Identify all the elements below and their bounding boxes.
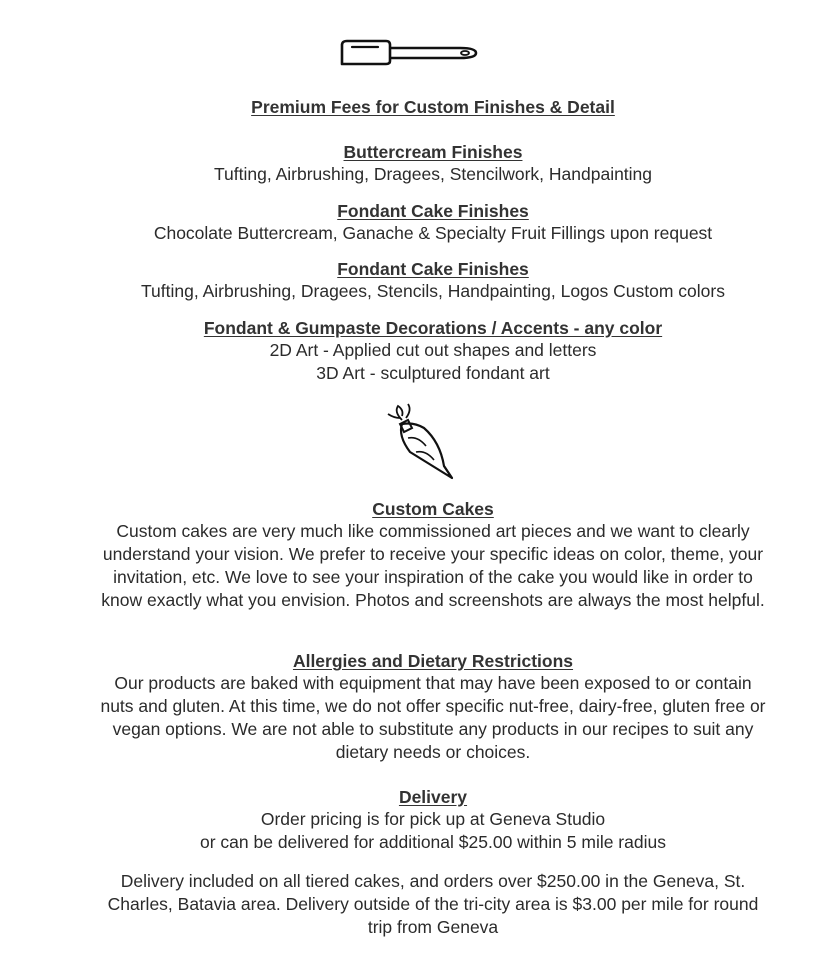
fees-title: Premium Fees for Custom Finishes & Detail — [251, 97, 615, 117]
custom-cakes-heading: Custom Cakes — [372, 499, 494, 519]
delivery-text: Delivery included on all tiered cakes, and orders over $250.00 in the Geneva, St. Charles, Batavia area. Delivery outside of the tri-city area is $3.00 per mile for round trip from Geneva — [107, 871, 759, 937]
section-heading: Fondant Cake Finishes — [337, 201, 529, 221]
delivery-heading: Delivery — [398, 787, 468, 807]
custom-cakes-section — [0, 498, 816, 612]
section-line: 2D Art - Applied cut out shapes and letters — [269, 340, 597, 360]
section-heading: Fondant Cake Finishes — [337, 259, 529, 279]
fees-fondant-2 — [0, 258, 816, 303]
delivery-line-2: or can be delivered for additional $25.00 within 5 mile radius — [200, 831, 666, 852]
section-heading: Fondant & Gumpaste Decorations / Accents - any color — [203, 318, 663, 338]
allergies-section — [0, 650, 816, 764]
spatula-icon — [338, 38, 478, 66]
fees-buttercream — [0, 141, 816, 186]
delivery-section — [0, 786, 816, 853]
allergies-heading: Allergies and Dietary Restrictions — [292, 651, 574, 671]
section-line: Chocolate Buttercream, Ganache & Specialty Fruit Fillings upon request — [153, 223, 713, 243]
fees-section — [0, 96, 816, 118]
delivery-line-1: Order pricing is for pick up at Geneva Studio — [260, 809, 606, 829]
piping-bag-icon — [384, 402, 460, 482]
fees-fondant-1 — [0, 200, 816, 245]
fees-decorations — [0, 317, 816, 384]
allergies-text: Our products are baked with equipment that may have been exposed to or contain nuts and gluten. At this time, we do not offer specific nut-free, dairy-free, gluten free or vegan options. We are not able to substitute any products in our recipes to suit any dietary needs or choices. — [100, 673, 766, 762]
section-heading: Buttercream Finishes — [343, 142, 523, 162]
delivery-details — [0, 870, 816, 939]
section-line: Tufting, Airbrushing, Dragees, Stencilwork, Handpainting — [213, 164, 653, 184]
custom-cakes-text: Custom cakes are very much like commissioned art pieces and we want to clearly understand your vision. We prefer to receive your specific ideas on color, theme, your invitation, etc. We love to see your inspiration of the cake you would like in order to know exactly what you envision. Photos and screenshots are always the most helpful. — [101, 521, 765, 610]
section-line: Tufting, Airbrushing, Dragees, Stencils, Handpainting, Logos Custom colors — [141, 281, 725, 301]
section-line: 3D Art - sculptured fondant art — [316, 362, 550, 383]
